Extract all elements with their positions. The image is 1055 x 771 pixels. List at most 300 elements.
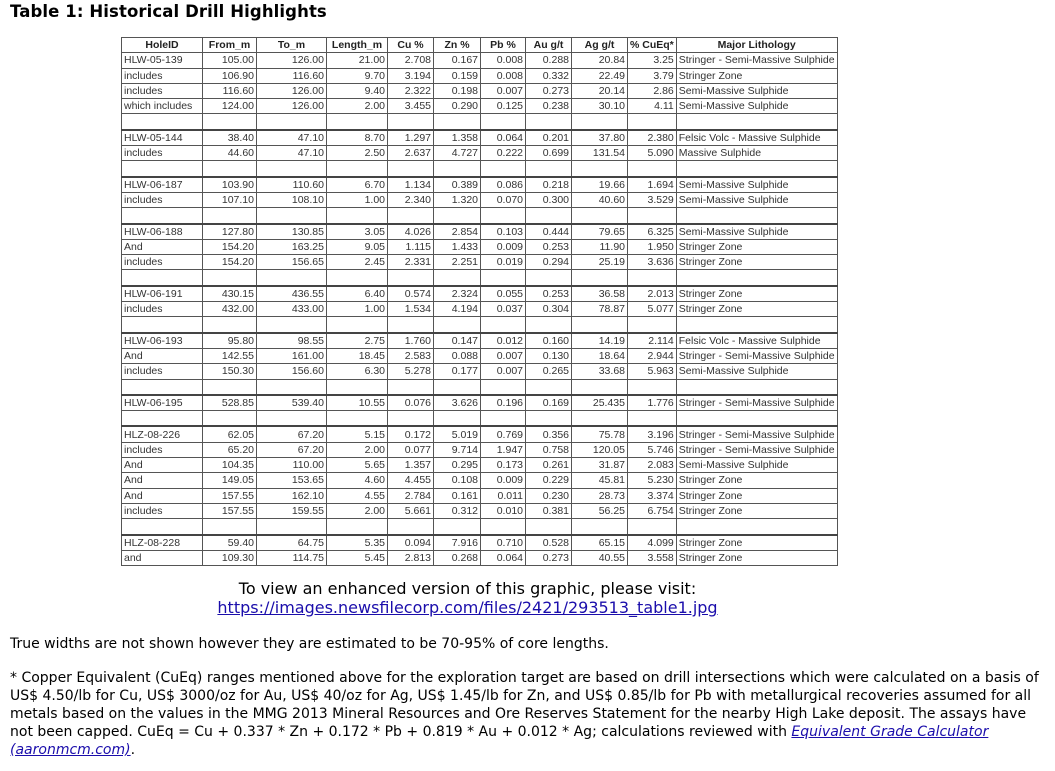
value-cell: 5.65	[327, 458, 388, 473]
column-header: Zn %	[434, 38, 481, 53]
value-cell: 0.007	[481, 83, 526, 98]
hole-id-cell: HLW-06-191	[122, 286, 203, 302]
value-cell: 2.322	[388, 83, 434, 98]
value-cell: 1.358	[434, 130, 481, 146]
enhanced-version-note: To view an enhanced version of this graphic, please visit:	[238, 579, 697, 598]
column-header: From_m	[203, 38, 257, 53]
value-cell: 2.708	[388, 53, 434, 68]
table-cell	[434, 161, 481, 177]
blank-separator-row	[122, 411, 838, 427]
value-cell: 0.290	[434, 99, 481, 114]
value-cell: 0.007	[481, 364, 526, 379]
lithology-cell: Semi-Massive Sulphide	[676, 224, 837, 240]
table-cell	[481, 270, 526, 286]
hole-id-cell: includes	[122, 255, 203, 270]
value-cell: 0.294	[526, 255, 572, 270]
hole-id-cell: includes	[122, 83, 203, 98]
equivalent-grade-calculator-link[interactable]: Equivalent Grade Calculator (aaronmcm.com)	[10, 724, 989, 758]
value-cell: 0.037	[481, 302, 526, 317]
table-row	[122, 535, 838, 551]
value-cell: 2.013	[628, 286, 677, 302]
value-cell: 4.55	[327, 488, 388, 503]
value-cell: 0.172	[388, 426, 434, 442]
value-cell: 5.090	[628, 146, 677, 161]
table-cell	[327, 114, 388, 130]
table-cell	[481, 114, 526, 130]
table-cell	[257, 519, 327, 535]
table-cell	[327, 379, 388, 395]
hole-id-cell: HLZ-08-226	[122, 426, 203, 442]
value-cell: 4.099	[628, 535, 677, 551]
table-cell	[676, 317, 837, 333]
value-cell: 107.10	[203, 192, 257, 207]
drill-highlights-table	[121, 37, 838, 566]
value-cell: 163.25	[257, 239, 327, 254]
value-cell: 47.10	[257, 130, 327, 146]
value-cell: 21.00	[327, 53, 388, 68]
table-cell	[388, 519, 434, 535]
column-header: Length_m	[327, 38, 388, 53]
value-cell: 5.35	[327, 535, 388, 551]
blank-separator-row	[122, 317, 838, 333]
value-cell: 1.760	[388, 333, 434, 349]
value-cell: 3.558	[628, 550, 677, 565]
table-cell	[676, 379, 837, 395]
table-cell	[481, 379, 526, 395]
table-cell	[572, 379, 628, 395]
value-cell: 0.198	[434, 83, 481, 98]
value-cell: 7.916	[434, 535, 481, 551]
table-title: Table 1: Historical Drill Highlights	[10, 2, 327, 21]
value-cell: 79.65	[572, 224, 628, 240]
table-cell	[526, 519, 572, 535]
value-cell: 0.055	[481, 286, 526, 302]
value-cell: 0.070	[481, 192, 526, 207]
value-cell: 0.312	[434, 503, 481, 518]
value-cell: 104.35	[203, 458, 257, 473]
value-cell: 5.963	[628, 364, 677, 379]
table-cell	[628, 519, 677, 535]
table-cell	[526, 114, 572, 130]
value-cell: 0.108	[434, 473, 481, 488]
value-cell: 539.40	[257, 395, 327, 411]
value-cell: 6.325	[628, 224, 677, 240]
table-cell	[628, 114, 677, 130]
value-cell: 5.15	[327, 426, 388, 442]
value-cell: 5.278	[388, 364, 434, 379]
hole-id-cell: includes	[122, 364, 203, 379]
table-cell	[203, 317, 257, 333]
value-cell: 2.784	[388, 488, 434, 503]
value-cell: 5.746	[628, 442, 677, 457]
value-cell: 2.854	[434, 224, 481, 240]
value-cell: 28.73	[572, 488, 628, 503]
lithology-cell: Stringer Zone	[676, 239, 837, 254]
value-cell: 3.374	[628, 488, 677, 503]
lithology-cell: Stringer Zone	[676, 488, 837, 503]
value-cell: 0.009	[481, 473, 526, 488]
value-cell: 0.288	[526, 53, 572, 68]
value-cell: 2.00	[327, 503, 388, 518]
value-cell: 131.54	[572, 146, 628, 161]
table-cell	[628, 161, 677, 177]
table-row	[122, 239, 838, 254]
value-cell: 4.60	[327, 473, 388, 488]
value-cell: 156.65	[257, 255, 327, 270]
value-cell: 154.20	[203, 239, 257, 254]
value-cell: 3.79	[628, 68, 677, 83]
value-cell: 0.077	[388, 442, 434, 457]
value-cell: 33.68	[572, 364, 628, 379]
table-cell	[434, 114, 481, 130]
lithology-cell: Stringer Zone	[676, 473, 837, 488]
hole-id-cell: HLW-06-187	[122, 177, 203, 193]
value-cell: 0.064	[481, 550, 526, 565]
table-cell	[257, 161, 327, 177]
lithology-cell: Stringer - Semi-Massive Sulphide	[676, 395, 837, 411]
hole-id-cell: HLW-06-195	[122, 395, 203, 411]
value-cell: 162.10	[257, 488, 327, 503]
table-row	[122, 99, 838, 114]
value-cell: 9.70	[327, 68, 388, 83]
value-cell: 5.019	[434, 426, 481, 442]
cueq-footnote	[10, 669, 1040, 759]
value-cell: 0.758	[526, 442, 572, 457]
table-cell	[122, 114, 203, 130]
value-cell: 98.55	[257, 333, 327, 349]
value-cell: 25.435	[572, 395, 628, 411]
value-cell: 436.55	[257, 286, 327, 302]
value-cell: 4.026	[388, 224, 434, 240]
value-cell: 0.159	[434, 68, 481, 83]
value-cell: 5.45	[327, 550, 388, 565]
value-cell: 3.455	[388, 99, 434, 114]
column-header: HoleID	[122, 38, 203, 53]
value-cell: 6.754	[628, 503, 677, 518]
table-cell	[257, 208, 327, 224]
value-cell: 65.20	[203, 442, 257, 457]
table-cell	[434, 411, 481, 427]
value-cell: 1.00	[327, 302, 388, 317]
value-cell: 2.083	[628, 458, 677, 473]
value-cell: 0.273	[526, 83, 572, 98]
table-cell	[676, 519, 837, 535]
value-cell: 116.60	[257, 68, 327, 83]
value-cell: 2.00	[327, 442, 388, 457]
table-cell	[526, 208, 572, 224]
value-cell: 6.40	[327, 286, 388, 302]
value-cell: 95.80	[203, 333, 257, 349]
value-cell: 6.30	[327, 364, 388, 379]
value-cell: 0.699	[526, 146, 572, 161]
value-cell: 1.950	[628, 239, 677, 254]
table-row	[122, 130, 838, 146]
lithology-cell: Stringer - Semi-Massive Sulphide	[676, 348, 837, 363]
table-row	[122, 395, 838, 411]
value-cell: 37.80	[572, 130, 628, 146]
table-cell	[388, 270, 434, 286]
value-cell: 149.05	[203, 473, 257, 488]
value-cell: 105.00	[203, 53, 257, 68]
table-cell	[203, 379, 257, 395]
table-cell	[676, 270, 837, 286]
table-cell	[203, 161, 257, 177]
table-cell	[481, 317, 526, 333]
table-cell	[481, 411, 526, 427]
table-cell	[257, 114, 327, 130]
lithology-cell: Stringer Zone	[676, 286, 837, 302]
table-row	[122, 458, 838, 473]
value-cell: 0.125	[481, 99, 526, 114]
table-cell	[434, 519, 481, 535]
table-cell	[481, 208, 526, 224]
value-cell: 9.714	[434, 442, 481, 457]
value-cell: 0.008	[481, 53, 526, 68]
value-cell: 5.661	[388, 503, 434, 518]
blank-separator-row	[122, 379, 838, 395]
table-row	[122, 177, 838, 193]
value-cell: 1.134	[388, 177, 434, 193]
table-cell	[122, 208, 203, 224]
table-cell	[676, 114, 837, 130]
hole-id-cell: HLW-06-188	[122, 224, 203, 240]
table-cell	[257, 411, 327, 427]
value-cell: 22.49	[572, 68, 628, 83]
value-cell: 4.727	[434, 146, 481, 161]
value-cell: 0.769	[481, 426, 526, 442]
value-cell: 0.008	[481, 68, 526, 83]
value-cell: 1.115	[388, 239, 434, 254]
value-cell: 0.218	[526, 177, 572, 193]
value-cell: 0.381	[526, 503, 572, 518]
value-cell: 0.196	[481, 395, 526, 411]
value-cell: 10.55	[327, 395, 388, 411]
value-cell: 0.332	[526, 68, 572, 83]
table-cell	[388, 208, 434, 224]
value-cell: 47.10	[257, 146, 327, 161]
value-cell: 0.295	[434, 458, 481, 473]
lithology-cell: Massive Sulphide	[676, 146, 837, 161]
value-cell: 0.253	[526, 286, 572, 302]
value-cell: 528.85	[203, 395, 257, 411]
value-cell: 142.55	[203, 348, 257, 363]
table-cell	[327, 411, 388, 427]
value-cell: 0.229	[526, 473, 572, 488]
value-cell: 2.45	[327, 255, 388, 270]
table-cell	[572, 161, 628, 177]
value-cell: 1.00	[327, 192, 388, 207]
table-cell	[327, 208, 388, 224]
table-cell	[676, 161, 837, 177]
value-cell: 153.65	[257, 473, 327, 488]
value-cell: 2.86	[628, 83, 677, 98]
lithology-cell: Stringer Zone	[676, 68, 837, 83]
value-cell: 157.55	[203, 488, 257, 503]
table-cell	[327, 519, 388, 535]
table-row	[122, 364, 838, 379]
value-cell: 9.05	[327, 239, 388, 254]
value-cell: 3.636	[628, 255, 677, 270]
value-cell: 0.304	[526, 302, 572, 317]
table-cell	[388, 317, 434, 333]
table-cell	[122, 161, 203, 177]
value-cell: 106.90	[203, 68, 257, 83]
value-cell: 3.05	[327, 224, 388, 240]
table-cell	[327, 317, 388, 333]
lithology-cell: Stringer - Semi-Massive Sulphide	[676, 53, 837, 68]
value-cell: 3.626	[434, 395, 481, 411]
value-cell: 0.086	[481, 177, 526, 193]
table-cell	[203, 411, 257, 427]
value-cell: 6.70	[327, 177, 388, 193]
value-cell: 2.251	[434, 255, 481, 270]
table-row	[122, 333, 838, 349]
table-cell	[203, 519, 257, 535]
value-cell: 2.813	[388, 550, 434, 565]
table-row	[122, 503, 838, 518]
table-cell	[434, 317, 481, 333]
value-cell: 430.15	[203, 286, 257, 302]
value-cell: 8.70	[327, 130, 388, 146]
table-cell	[203, 270, 257, 286]
column-header: Ag g/t	[572, 38, 628, 53]
blank-separator-row	[122, 270, 838, 286]
table-cell	[628, 411, 677, 427]
value-cell: 78.87	[572, 302, 628, 317]
value-cell: 1.357	[388, 458, 434, 473]
value-cell: 3.196	[628, 426, 677, 442]
lithology-cell: Felsic Volc - Massive Sulphide	[676, 130, 837, 146]
value-cell: 0.444	[526, 224, 572, 240]
value-cell: 108.10	[257, 192, 327, 207]
column-header: Au g/t	[526, 38, 572, 53]
value-cell: 65.15	[572, 535, 628, 551]
value-cell: 0.012	[481, 333, 526, 349]
table-row	[122, 146, 838, 161]
hole-id-cell: includes	[122, 192, 203, 207]
value-cell: 56.25	[572, 503, 628, 518]
table-row	[122, 488, 838, 503]
lithology-cell: Stringer - Semi-Massive Sulphide	[676, 442, 837, 457]
lithology-cell: Stringer Zone	[676, 535, 837, 551]
table-cell	[257, 317, 327, 333]
table-cell	[628, 208, 677, 224]
value-cell: 433.00	[257, 302, 327, 317]
value-cell: 25.19	[572, 255, 628, 270]
hole-id-cell: HLW-05-139	[122, 53, 203, 68]
lithology-cell: Semi-Massive Sulphide	[676, 458, 837, 473]
value-cell: 2.75	[327, 333, 388, 349]
value-cell: 432.00	[203, 302, 257, 317]
table-cell	[257, 379, 327, 395]
value-cell: 159.55	[257, 503, 327, 518]
value-cell: 20.14	[572, 83, 628, 98]
value-cell: 75.78	[572, 426, 628, 442]
value-cell: 120.05	[572, 442, 628, 457]
value-cell: 67.20	[257, 426, 327, 442]
blank-separator-row	[122, 114, 838, 130]
column-header: Cu %	[388, 38, 434, 53]
value-cell: 124.00	[203, 99, 257, 114]
value-cell: 0.389	[434, 177, 481, 193]
hole-id-cell: which includes	[122, 99, 203, 114]
table-cell	[122, 317, 203, 333]
table-cell	[327, 270, 388, 286]
table-cell	[526, 270, 572, 286]
value-cell: 0.019	[481, 255, 526, 270]
value-cell: 3.25	[628, 53, 677, 68]
table-cell	[122, 519, 203, 535]
blank-separator-row	[122, 161, 838, 177]
column-header: Pb %	[481, 38, 526, 53]
table-cell	[572, 519, 628, 535]
value-cell: 59.40	[203, 535, 257, 551]
table-cell	[388, 161, 434, 177]
value-cell: 109.30	[203, 550, 257, 565]
lithology-cell: Semi-Massive Sulphide	[676, 192, 837, 207]
lithology-cell: Felsic Volc - Massive Sulphide	[676, 333, 837, 349]
value-cell: 1.433	[434, 239, 481, 254]
value-cell: 130.85	[257, 224, 327, 240]
column-header: % CuEq*	[628, 38, 677, 53]
value-cell: 44.60	[203, 146, 257, 161]
value-cell: 126.00	[257, 83, 327, 98]
hole-id-cell: includes	[122, 503, 203, 518]
value-cell: 126.00	[257, 99, 327, 114]
value-cell: 4.194	[434, 302, 481, 317]
table-row	[122, 53, 838, 68]
hole-id-cell: And	[122, 473, 203, 488]
table-row	[122, 286, 838, 302]
hole-id-cell: and	[122, 550, 203, 565]
value-cell: 45.81	[572, 473, 628, 488]
value-cell: 2.583	[388, 348, 434, 363]
value-cell: 40.55	[572, 550, 628, 565]
value-cell: 4.455	[388, 473, 434, 488]
table-row	[122, 426, 838, 442]
table-row	[122, 255, 838, 270]
value-cell: 31.87	[572, 458, 628, 473]
value-cell: 0.094	[388, 535, 434, 551]
value-cell: 2.380	[628, 130, 677, 146]
hole-id-cell: HLW-06-193	[122, 333, 203, 349]
table-cell	[481, 519, 526, 535]
value-cell: 67.20	[257, 442, 327, 457]
table-cell	[434, 379, 481, 395]
table-row	[122, 192, 838, 207]
table-cell	[572, 411, 628, 427]
value-cell: 1.694	[628, 177, 677, 193]
hole-id-cell: And	[122, 458, 203, 473]
cueq-footnote-text: * Copper Equivalent (CuEq) ranges mentioned above for the exploration target are based on drill intersections which were calculated on a basis of US$ 4.50/lb for Cu, US$ 3000/oz for Au, US$ 40/oz for Ag, US$ 1.45/lb for Zn, and US$ 0.85/lb for Pb with metallurgical recoveries assumed for all metals based on the values in the MMG 2013 Mineral Resources and Ore Reserves Statement for the nearby High Lake deposit. The assays have not been capped. CuEq = Cu + 0.337 * Zn + 0.172 * Pb + 0.819 * Au + 0.012 * Ag; calculations reviewed with	[10, 670, 1039, 740]
value-cell: 14.19	[572, 333, 628, 349]
value-cell: 0.177	[434, 364, 481, 379]
value-cell: 0.230	[526, 488, 572, 503]
table-row	[122, 224, 838, 240]
table-cell	[203, 208, 257, 224]
value-cell: 0.528	[526, 535, 572, 551]
value-cell: 0.160	[526, 333, 572, 349]
table-cell	[572, 270, 628, 286]
value-cell: 0.076	[388, 395, 434, 411]
value-cell: 0.167	[434, 53, 481, 68]
enhanced-version-link[interactable]: https://images.newsfilecorp.com/files/2421/293513_table1.jpg	[217, 598, 718, 617]
value-cell: 11.90	[572, 239, 628, 254]
hole-id-cell: includes	[122, 302, 203, 317]
table-row	[122, 83, 838, 98]
value-cell: 110.00	[257, 458, 327, 473]
value-cell: 0.574	[388, 286, 434, 302]
